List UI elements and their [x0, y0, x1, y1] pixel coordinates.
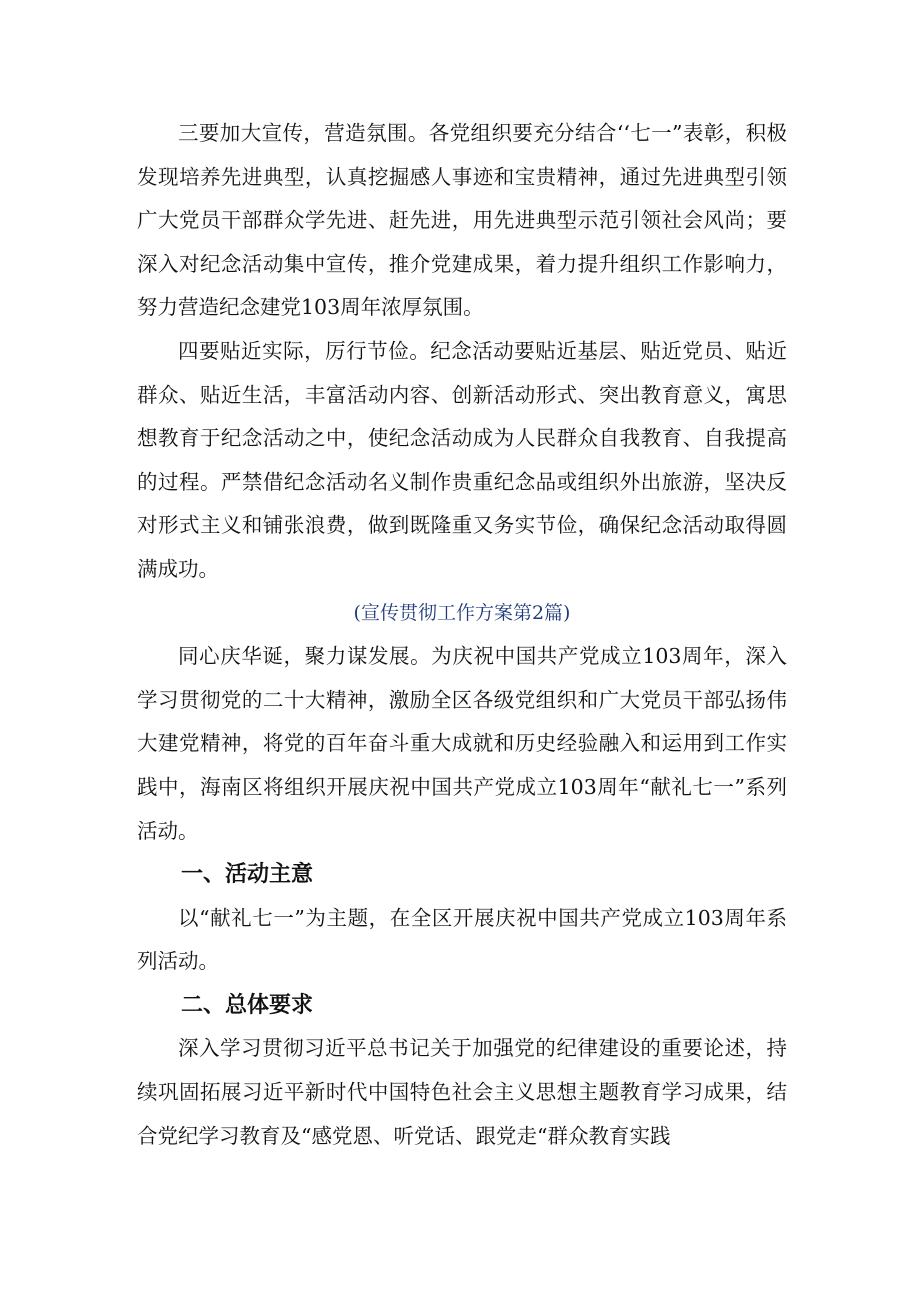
heading-overall-requirements: 二、总体要求	[181, 992, 314, 1018]
section-title: (宣传贯彻工作方案第2篇)	[353, 601, 571, 624]
document-page	[137, 112, 787, 1158]
paragraph-requirements: 深入学习贯彻习近平总书记关于加强党的纪律建设的重要论述，持续巩固拓展习近平新时代中国特色社会主义思想主题教育学习成果，结合党纪学习教育及“感党恩、听党话、跟党走“群众教育实践	[137, 1036, 787, 1148]
paragraph-practical-frugality: 四要贴近实际，厉行节俭。纪念活动要贴近基层、贴近党员、贴近群众、贴近生活，丰富活动内容、创新活动形式、突出教育意义，寓思想教育于纪念活动之中，使纪念活动成为人民群众自我教育、自我提高的过程。严禁借纪念活动名义制作贵重纪念品或组织外出旅游，坚决反对形式主义和铺张浪费，做到既隆重又务实节俭，确保纪念活动取得圆满成功。	[137, 338, 787, 581]
paragraph-theme: 以“献礼七一”为主题，在全区开展庆祝中国共产党成立103周年系列活动。	[137, 905, 787, 974]
paragraph-publicity: 三要加大宣传，营造氛围。各党组织要充分结合‘‘七一”表彰，积极发现培养先进典型，认真挖掘感人事迹和宝贵精神，通过先进典型引领广大党员干部群众学先进、赶先进，用先进典型示范引领社会风尚；要深入对纪念活动集中宣传，推介党建成果，着力提升组织工作影响力，努力营造纪念建党103周年浓厚氛围。	[137, 121, 787, 320]
paragraph-intro: 同心庆华诞，聚力谋发展。为庆祝中国共产党成立103周年，深入学习贯彻党的二十大精神，激励全区各级党组织和广大党员干部弘扬伟大建党精神，将党的百年奋斗重大成就和历史经验融入和运用到工作实践中，海南区将组织开展庆祝中国共产党成立103周年“献礼七一”系列活动。	[137, 644, 787, 843]
heading-activity-theme: 一、活动主意	[181, 862, 314, 888]
